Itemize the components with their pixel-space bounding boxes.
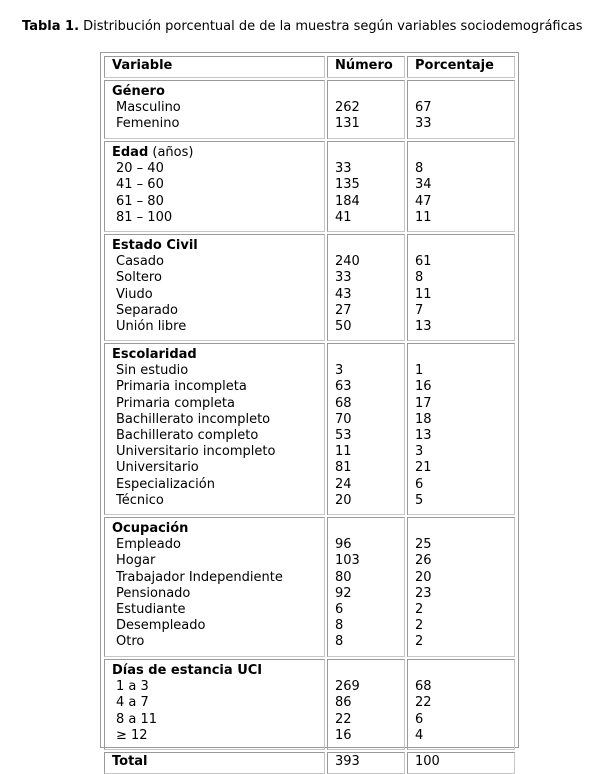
group-title [112, 238, 198, 254]
row-porcentaje: 67 [415, 100, 432, 115]
row-numero: 22 [335, 712, 352, 727]
row-porcentaje: 61 [415, 254, 432, 269]
row-numero: 269 [335, 679, 360, 694]
row-label: Hogar [116, 553, 156, 568]
row-porcentaje: 20 [415, 570, 432, 585]
row-numero: 262 [335, 100, 360, 115]
row-porcentaje: 23 [415, 586, 432, 601]
row-label: Separado [116, 303, 178, 318]
row-numero: 43 [335, 287, 352, 302]
row-porcentaje: 16 [415, 379, 432, 394]
row-porcentaje: 13 [415, 319, 432, 334]
group-title [112, 663, 262, 679]
row-porcentaje: 33 [415, 116, 432, 131]
row-porcentaje: 26 [415, 553, 432, 568]
row-numero: 103 [335, 553, 360, 568]
row-numero: 70 [335, 412, 352, 427]
row-porcentaje: 8 [415, 161, 424, 176]
row-porcentaje: 22 [415, 695, 432, 710]
group-subtitle: (años) [148, 145, 194, 160]
row-label: 20 – 40 [116, 161, 164, 176]
row-porcentaje: 34 [415, 177, 432, 192]
row-porcentaje: 18 [415, 412, 432, 427]
row-porcentaje: 68 [415, 679, 432, 694]
row-label: Estudiante [116, 602, 186, 617]
row-porcentaje: 11 [415, 287, 432, 302]
row-label: Soltero [116, 270, 162, 285]
row-porcentaje: 6 [415, 477, 424, 492]
row-label: 8 a 11 [116, 712, 158, 727]
row-numero: 33 [335, 270, 352, 285]
group-title-text: Ocupación [112, 521, 189, 536]
row-porcentaje: 47 [415, 194, 432, 209]
row-label: Técnico [116, 493, 164, 508]
row-porcentaje: 13 [415, 428, 432, 443]
row-label: Especialización [116, 477, 215, 492]
row-label: Otro [116, 634, 145, 649]
group-title-text: Edad [112, 145, 149, 160]
header-numero: Número [335, 58, 393, 73]
row-label: 1 a 3 [116, 679, 149, 694]
row-label: Unión libre [116, 319, 187, 334]
row-numero: 86 [335, 695, 352, 710]
row-numero: 92 [335, 586, 352, 601]
row-label: Casado [116, 254, 164, 269]
row-numero: 240 [335, 254, 360, 269]
row-label: Pensionado [116, 586, 191, 601]
row-porcentaje: 2 [415, 618, 424, 633]
row-porcentaje: 7 [415, 303, 424, 318]
row-numero: 20 [335, 493, 352, 508]
group-title-text: Estado Civil [112, 238, 198, 253]
row-porcentaje: 1 [415, 363, 424, 378]
row-numero: 68 [335, 396, 352, 411]
row-numero: 184 [335, 194, 360, 209]
row-label: Bachillerato incompleto [116, 412, 271, 427]
row-label: Empleado [116, 537, 181, 552]
row-label: Masculino [116, 100, 181, 115]
row-label: Viudo [116, 287, 153, 302]
row-label: 41 – 60 [116, 177, 164, 192]
row-numero: 3 [335, 363, 344, 378]
row-numero: 96 [335, 537, 352, 552]
row-label: Primaria completa [116, 396, 235, 411]
group-title [112, 521, 188, 537]
row-label: Femenino [116, 116, 180, 131]
row-label: Desempleado [116, 618, 206, 633]
group-title-text: Escolaridad [112, 347, 197, 362]
row-porcentaje: 6 [415, 712, 424, 727]
group-title-text: Días de estancia UCI [112, 663, 263, 678]
row-porcentaje: 2 [415, 602, 424, 617]
header-porcentaje: Porcentaje [415, 58, 494, 73]
row-numero: 81 [335, 460, 352, 475]
row-numero: 24 [335, 477, 352, 492]
row-numero: 27 [335, 303, 352, 318]
row-numero: 135 [335, 177, 360, 192]
row-porcentaje: 21 [415, 460, 432, 475]
row-numero: 63 [335, 379, 352, 394]
group-title [112, 145, 193, 161]
total-label: Total [112, 754, 148, 769]
table-caption [22, 19, 583, 34]
group-title [112, 84, 165, 100]
row-porcentaje: 17 [415, 396, 432, 411]
row-numero: 41 [335, 210, 352, 225]
row-porcentaje: 11 [415, 210, 432, 225]
row-label: 61 – 80 [116, 194, 164, 209]
row-numero: 6 [335, 602, 344, 617]
row-porcentaje: 4 [415, 728, 424, 743]
row-numero: 8 [335, 634, 344, 649]
row-label: Sin estudio [116, 363, 189, 378]
caption-text: Distribución porcentual de de la muestra según variables sociodemográficas [83, 19, 583, 34]
row-numero: 8 [335, 618, 344, 633]
row-label: ≥ 12 [116, 728, 148, 743]
row-label: 4 a 7 [116, 695, 149, 710]
row-numero: 11 [335, 444, 352, 459]
row-label: Universitario incompleto [116, 444, 276, 459]
row-label: Primaria incompleta [116, 379, 247, 394]
row-label: 81 – 100 [116, 210, 173, 225]
row-numero: 16 [335, 728, 352, 743]
row-porcentaje: 2 [415, 634, 424, 649]
caption-label: Tabla 1. [22, 19, 80, 34]
row-numero: 131 [335, 116, 360, 131]
group-title-text: Género [112, 84, 165, 99]
row-label: Trabajador Independiente [116, 570, 283, 585]
total-numero: 393 [335, 754, 360, 769]
group-title [112, 347, 197, 363]
total-porcentaje: 100 [415, 754, 440, 769]
row-porcentaje: 3 [415, 444, 424, 459]
row-numero: 33 [335, 161, 352, 176]
row-label: Universitario [116, 460, 199, 475]
header-variable: Variable [112, 58, 173, 73]
row-numero: 53 [335, 428, 352, 443]
row-porcentaje: 5 [415, 493, 424, 508]
row-porcentaje: 8 [415, 270, 424, 285]
row-numero: 80 [335, 570, 352, 585]
row-label: Bachillerato completo [116, 428, 259, 443]
row-numero: 50 [335, 319, 352, 334]
row-porcentaje: 25 [415, 537, 432, 552]
